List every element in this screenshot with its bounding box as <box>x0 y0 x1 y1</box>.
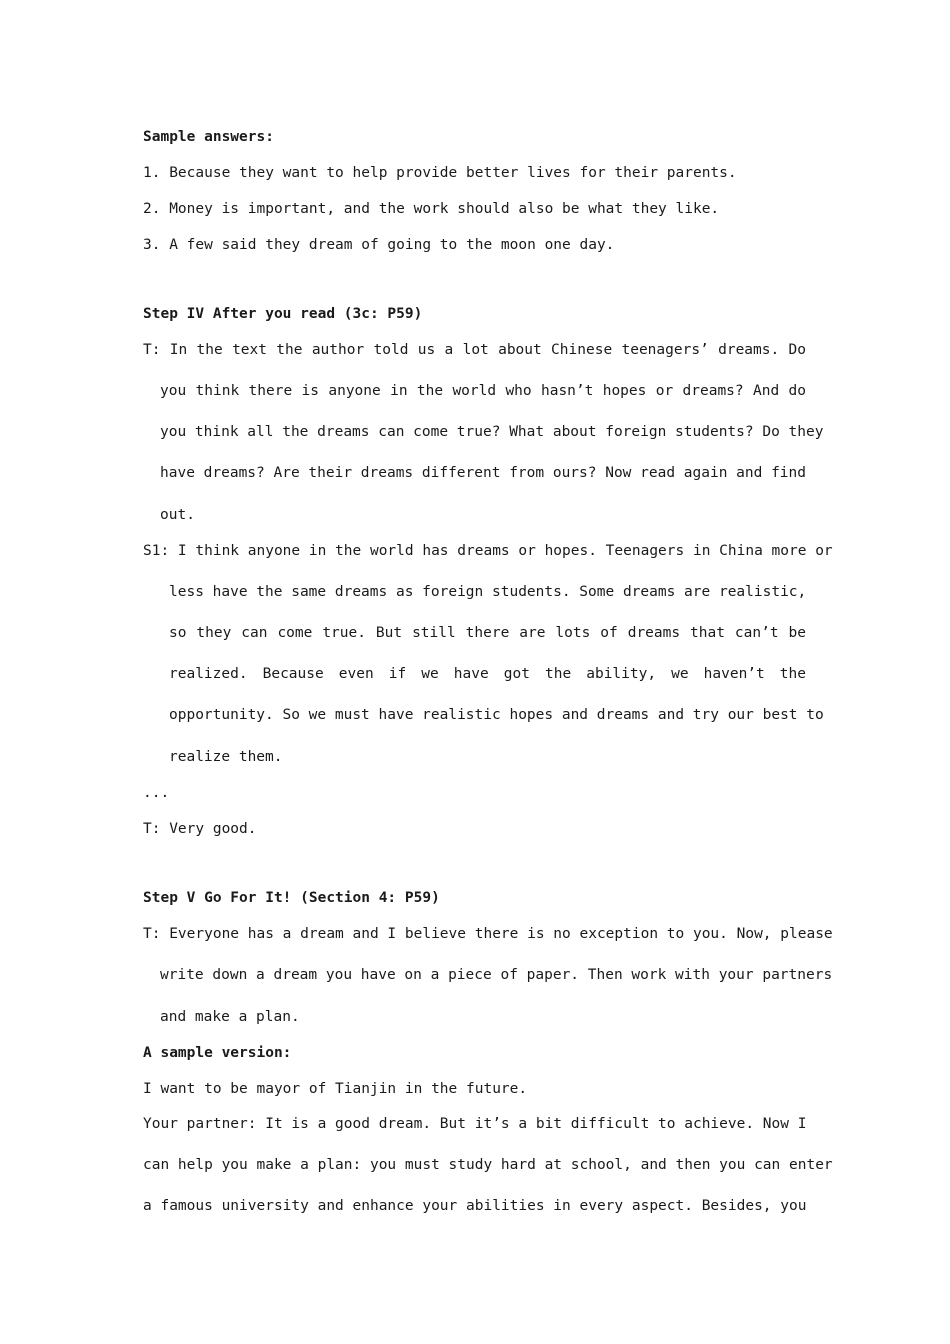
step4-student-line-4: realized. Because even if we have got the ability, we haven’t the <box>169 666 806 682</box>
step4-ellipsis: ... <box>143 785 170 801</box>
sample-version-heading: A sample version: <box>143 1045 292 1061</box>
sample-answers-heading: Sample answers: <box>143 129 274 145</box>
step5-teacher-line-3: and make a plan. <box>160 1009 300 1025</box>
step4-teacher-line-2: you think there is anyone in the world who hasn’t hopes or dreams? And do <box>160 383 806 399</box>
step4-closing: T: Very good. <box>143 821 257 837</box>
partner-line-3: a famous university and enhance your abilities in every aspect. Besides, you <box>143 1198 807 1214</box>
step4-teacher-line-1: T: In the text the author told us a lot about Chinese teenagers’ dreams. Do <box>143 342 806 358</box>
step4-teacher-line-5: out. <box>160 507 195 523</box>
sample-answer-2: 2. Money is important, and the work should also be what they like. <box>143 201 720 217</box>
sample-statement: I want to be mayor of Tianjin in the future. <box>143 1081 528 1097</box>
sample-answer-3: 3. A few said they dream of going to the moon one day. <box>143 237 615 253</box>
step4-student-line-1: S1: I think anyone in the world has dreams or hopes. Teenagers in China more or <box>143 543 833 559</box>
step4-teacher-line-3: you think all the dreams can come true? What about foreign students? Do they <box>160 424 824 440</box>
partner-line-1: Your partner: It is a good dream. But it’s a bit difficult to achieve. Now I <box>143 1116 807 1132</box>
sample-answer-1: 1. Because they want to help provide better lives for their parents. <box>143 165 737 181</box>
step4-student-line-2: less have the same dreams as foreign students. Some dreams are realistic, <box>169 584 807 600</box>
step4-student-line-5: opportunity. So we must have realistic hopes and dreams and try our best to <box>169 707 824 723</box>
step4-teacher-line-4: have dreams? Are their dreams different from ours? Now read again and find <box>160 465 807 481</box>
step4-student-line-3: so they can come true. But still there are lots of dreams that can’t be <box>169 625 806 641</box>
step5-heading: Step V Go For It! (Section 4: P59) <box>143 890 440 906</box>
step5-teacher-line-1: T: Everyone has a dream and I believe there is no exception to you. Now, please <box>143 926 833 942</box>
step4-heading: Step IV After you read (3c: P59) <box>143 306 423 322</box>
partner-line-2: can help you make a plan: you must study hard at school, and then you can enter <box>143 1157 833 1173</box>
step5-teacher-line-2: write down a dream you have on a piece of paper. Then work with your partners <box>160 967 833 983</box>
step4-student-line-6: realize them. <box>169 749 283 765</box>
